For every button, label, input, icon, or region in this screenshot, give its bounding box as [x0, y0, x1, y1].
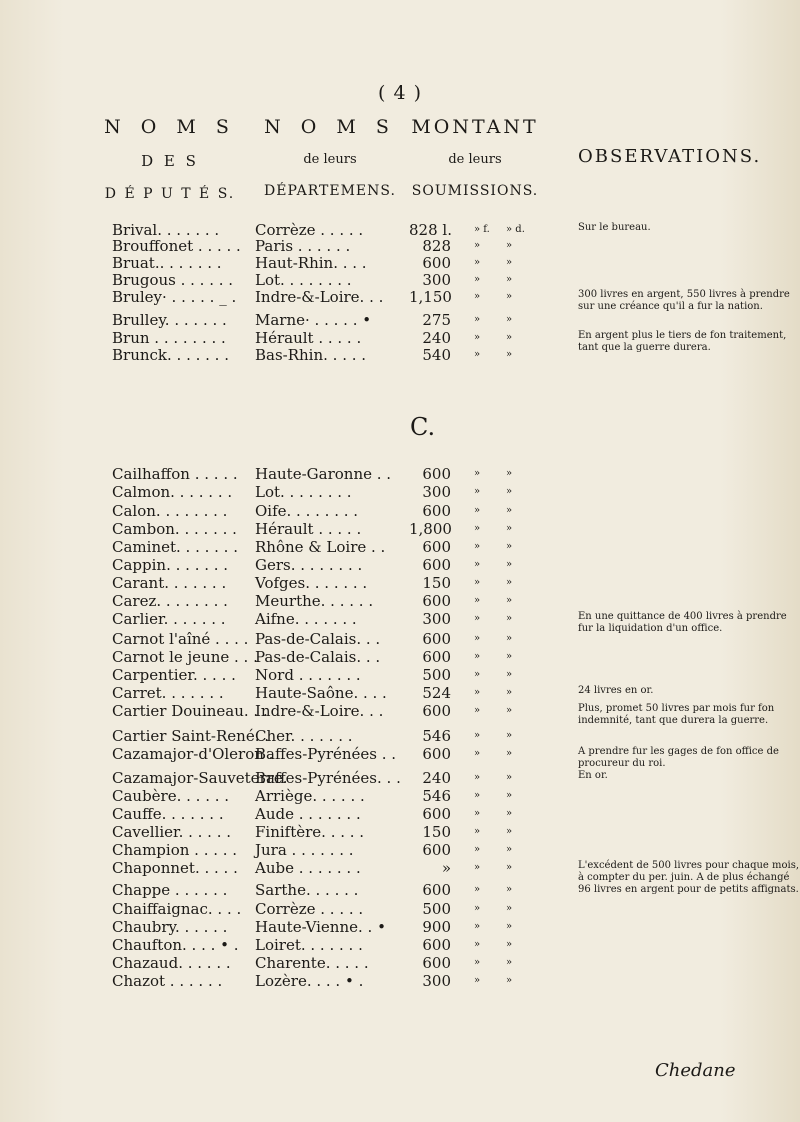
amount-livres: 500: [422, 900, 451, 918]
header-line: MONTANT: [411, 116, 539, 138]
deputy-name: Brunck. . . . . . .: [112, 346, 229, 364]
department-name: Lozère. . . . • .: [255, 972, 364, 990]
amount-deniers: »: [506, 240, 513, 251]
amount-sous: » f.: [474, 224, 490, 235]
deputy-name: Cartier Douineau. . .: [112, 702, 268, 720]
deputy-name: Brun . . . . . . . .: [112, 329, 226, 347]
amount-livres: 600: [422, 254, 451, 272]
amount-livres: 300: [422, 271, 451, 289]
header-line: N O M S: [104, 116, 236, 138]
table-row: [0, 288, 800, 312]
department-name: Finiftère. . . . .: [255, 823, 365, 841]
deputy-name: Carez. . . . . . . .: [112, 592, 228, 610]
amount-sous: »: [474, 505, 481, 516]
table-row: [0, 484, 800, 500]
amount-livres: 1,800: [409, 520, 452, 538]
amount-livres: 1,150: [409, 288, 452, 306]
deputy-name: Cambon. . . . . . .: [112, 520, 237, 538]
amount-deniers: »: [506, 921, 513, 932]
amount-deniers: »: [506, 523, 513, 534]
observation-note: En or.: [578, 770, 608, 781]
department-name: Marne· . . . . . •: [255, 311, 372, 329]
amount-sous: »: [474, 884, 481, 895]
department-name: Bas-Rhin. . . . .: [255, 346, 367, 364]
department-name: Corrèze . . . . .: [255, 221, 364, 239]
observation-note: 24 livres en or.: [578, 685, 654, 696]
table-row: [0, 610, 800, 634]
deputy-name: Cartier Saint-René. .: [112, 727, 270, 745]
table-row: [0, 575, 800, 591]
amount-livres: 300: [422, 972, 451, 990]
deputy-name: Brival. . . . . . .: [112, 221, 220, 239]
deputy-name: Caminet. . . . . . .: [112, 538, 238, 556]
department-name: Aifne. . . . . . .: [255, 610, 357, 628]
amount-deniers: »: [506, 939, 513, 950]
amount-livres: 828 l.: [409, 221, 452, 239]
observation-note: Sur le bureau.: [578, 222, 651, 233]
amount-livres: 600: [422, 954, 451, 972]
section-letter: C.: [410, 413, 436, 441]
amount-livres: 600: [422, 630, 451, 648]
amount-deniers: »: [506, 468, 513, 479]
amount-livres: 600: [422, 648, 451, 666]
amount-sous: »: [474, 523, 481, 534]
table-row: [0, 539, 800, 555]
amount-livres: 600: [422, 502, 451, 520]
amount-sous: »: [474, 790, 481, 801]
amount-sous: »: [474, 808, 481, 819]
table-row: [0, 631, 800, 647]
department-name: Haute-Garonne . .: [255, 465, 392, 483]
department-name: Baffes-Pyrénées. . .: [255, 769, 401, 787]
table-row: [0, 557, 800, 573]
observation-note: En une quittance de 400 livres à prendre fur la liquidation d'un office.: [578, 611, 787, 634]
amount-sous: »: [474, 291, 481, 302]
amount-sous: »: [474, 613, 481, 624]
deputy-name: Cauffe. . . . . . .: [112, 805, 224, 823]
header-col-observations: OBSERVATIONS.: [578, 146, 762, 167]
amount-livres: 150: [422, 823, 451, 841]
table-row: [0, 770, 800, 786]
amount-deniers: »: [506, 486, 513, 497]
table-row: [0, 521, 800, 537]
table-row: [0, 466, 800, 482]
table-row: [0, 255, 800, 271]
table-row: [0, 973, 800, 989]
amount-livres: 600: [422, 592, 451, 610]
department-name: Pas-de-Calais. . .: [255, 648, 381, 666]
amount-sous: »: [474, 577, 481, 588]
amount-sous: »: [474, 903, 481, 914]
amount-livres: 600: [422, 702, 451, 720]
amount-deniers: »: [506, 577, 513, 588]
deputy-name: Cappin. . . . . . .: [112, 556, 229, 574]
department-name: Haute-Saône. . . .: [255, 684, 387, 702]
amount-deniers: »: [506, 844, 513, 855]
table-row: [0, 882, 800, 898]
department-name: Pas-de-Calais. . .: [255, 630, 381, 648]
department-name: Sarthe. . . . . .: [255, 881, 359, 899]
amount-sous: »: [474, 862, 481, 873]
amount-deniers: »: [506, 862, 513, 873]
amount-livres: 600: [422, 538, 451, 556]
observation-note: L'excédent de 500 livres pour chaque mois, à compter du per. juin. A de plus échangé 96 livres en argent pour de petits affignats.: [578, 860, 800, 895]
table-row: [0, 806, 800, 822]
table-row: [0, 842, 800, 858]
table-row: [0, 272, 800, 288]
deputy-name: Brouffonet . . . . .: [112, 237, 241, 255]
header-col-departemens: [250, 116, 410, 199]
department-name: Aube . . . . . . .: [255, 859, 361, 877]
amount-sous: »: [474, 730, 481, 741]
amount-livres: 240: [422, 329, 451, 347]
amount-deniers: »: [506, 808, 513, 819]
table-row: [0, 238, 800, 254]
deputy-name: Chazot . . . . . .: [112, 972, 223, 990]
header-line: de leurs: [448, 152, 502, 167]
amount-deniers: »: [506, 903, 513, 914]
amount-deniers: » d.: [506, 224, 525, 235]
amount-sous: »: [474, 633, 481, 644]
amount-sous: »: [474, 705, 481, 716]
amount-sous: »: [474, 559, 481, 570]
amount-livres: 524: [422, 684, 451, 702]
amount-deniers: »: [506, 257, 513, 268]
amount-deniers: »: [506, 349, 513, 360]
amount-deniers: »: [506, 772, 513, 783]
amount-livres: 600: [422, 841, 451, 859]
observation-note: 300 livres en argent, 550 livres à prendre sur une créance qu'il a fur la nation.: [578, 289, 790, 312]
amount-livres: 828: [422, 237, 451, 255]
amount-livres: 500: [422, 666, 451, 684]
department-name: Hérault . . . . .: [255, 520, 362, 538]
amount-deniers: »: [506, 613, 513, 624]
department-name: Haute-Vienne. . •: [255, 918, 386, 936]
table-row: [0, 222, 800, 238]
deputy-name: Chappe . . . . . .: [112, 881, 228, 899]
department-name: Paris . . . . . .: [255, 237, 351, 255]
amount-deniers: »: [506, 730, 513, 741]
amount-deniers: »: [506, 957, 513, 968]
deputy-name: Cavellier. . . . . .: [112, 823, 232, 841]
department-name: Cher. . . . . . .: [255, 727, 353, 745]
department-name: Indre-&-Loire. . .: [255, 702, 384, 720]
table-row: [0, 312, 800, 328]
amount-deniers: »: [506, 884, 513, 895]
deputy-name: Cazamajor-d'Oleron .: [112, 745, 274, 763]
amount-sous: »: [474, 748, 481, 759]
department-name: Lot. . . . . . . .: [255, 271, 352, 289]
deputy-name: Champion . . . . .: [112, 841, 238, 859]
amount-livres: »: [441, 859, 451, 877]
amount-deniers: »: [506, 687, 513, 698]
observation-note: Plus, promet 50 livres par mois fur fon indemnité, tant que durera la guerre.: [578, 703, 775, 726]
header-line: N O M S: [264, 116, 396, 138]
table-row: [0, 503, 800, 519]
amount-livres: 600: [422, 465, 451, 483]
amount-sous: »: [474, 669, 481, 680]
amount-deniers: »: [506, 595, 513, 606]
amount-sous: »: [474, 651, 481, 662]
table-row: [0, 667, 800, 683]
table-row: [0, 649, 800, 665]
table-row: [0, 728, 800, 744]
amount-deniers: »: [506, 541, 513, 552]
amount-deniers: »: [506, 651, 513, 662]
deputy-name: Calon. . . . . . . .: [112, 502, 228, 520]
amount-livres: 300: [422, 610, 451, 628]
table-row: [0, 955, 800, 971]
amount-livres: 600: [422, 936, 451, 954]
amount-sous: »: [474, 257, 481, 268]
amount-sous: »: [474, 349, 481, 360]
department-name: Jura . . . . . . .: [255, 841, 354, 859]
department-name: Indre-&-Loire. . .: [255, 288, 384, 306]
observation-note: En argent plus le tiers de fon traitement, tant que la guerre durera.: [578, 330, 787, 353]
amount-deniers: »: [506, 332, 513, 343]
amount-sous: »: [474, 314, 481, 325]
amount-deniers: »: [506, 291, 513, 302]
deputy-name: Chazaud. . . . . .: [112, 954, 231, 972]
table-row: [0, 824, 800, 840]
deputy-name: Chaponnet. . . . .: [112, 859, 238, 877]
department-name: Haut-Rhin. . . .: [255, 254, 367, 272]
amount-sous: »: [474, 486, 481, 497]
deputy-name: Carant. . . . . . .: [112, 574, 227, 592]
department-name: Aude . . . . . . .: [255, 805, 361, 823]
amount-livres: 300: [422, 483, 451, 501]
table-row: [0, 329, 800, 353]
amount-livres: 600: [422, 745, 451, 763]
amount-sous: »: [474, 332, 481, 343]
amount-sous: »: [474, 687, 481, 698]
deputy-name: Brugous . . . . . .: [112, 271, 234, 289]
header-line: DÉPARTEMENS.: [264, 183, 396, 199]
amount-sous: »: [474, 541, 481, 552]
amount-sous: »: [474, 957, 481, 968]
department-name: Hérault . . . . .: [255, 329, 362, 347]
deputy-name: Brulley. . . . . . .: [112, 311, 227, 329]
amount-deniers: »: [506, 975, 513, 986]
amount-livres: 546: [422, 787, 451, 805]
deputy-name: Calmon. . . . . . .: [112, 483, 233, 501]
amount-deniers: »: [506, 274, 513, 285]
table-row: [0, 901, 800, 917]
amount-deniers: »: [506, 790, 513, 801]
department-name: Nord . . . . . . .: [255, 666, 361, 684]
observation-note: A prendre fur les gages de fon office de procureur du roi.: [578, 746, 779, 769]
deputy-name: Carnot l'aîné . . . .: [112, 630, 249, 648]
deputy-name: Carpentier. . . . .: [112, 666, 236, 684]
amount-sous: »: [474, 274, 481, 285]
amount-deniers: »: [506, 748, 513, 759]
department-name: Loiret. . . . . . .: [255, 936, 363, 954]
deputy-name: Cailhaffon . . . . .: [112, 465, 238, 483]
page-number: ( 4 ): [378, 82, 422, 104]
amount-livres: 600: [422, 805, 451, 823]
amount-deniers: »: [506, 826, 513, 837]
table-row: [0, 788, 800, 804]
department-name: Charente. . . . .: [255, 954, 369, 972]
signature: Chedane: [655, 1060, 736, 1081]
amount-livres: 275: [422, 311, 451, 329]
table-row: [0, 593, 800, 609]
header-line: D E S: [141, 152, 199, 170]
amount-livres: 900: [422, 918, 451, 936]
amount-sous: »: [474, 826, 481, 837]
deputy-name: Carnot le jeune . . .: [112, 648, 258, 666]
header-col-deputes: [100, 116, 240, 202]
amount-sous: »: [474, 939, 481, 950]
department-name: Gers. . . . . . . .: [255, 556, 363, 574]
deputy-name: Cazamajor-Sauveterre.: [112, 769, 288, 787]
header-line: D É P U T É S.: [104, 186, 236, 202]
table-row: [0, 919, 800, 935]
amount-sous: »: [474, 772, 481, 783]
deputy-name: Chaiffaignac. . . .: [112, 900, 242, 918]
table-row: [0, 702, 800, 726]
deputy-name: Chaubry. . . . . .: [112, 918, 228, 936]
header-line: SOUMISSIONS.: [411, 183, 539, 199]
amount-livres: 540: [422, 346, 451, 364]
amount-livres: 240: [422, 769, 451, 787]
amount-sous: »: [474, 468, 481, 479]
department-name: Oife. . . . . . . .: [255, 502, 359, 520]
table-row: [0, 685, 800, 701]
deputy-name: Caubère. . . . . .: [112, 787, 230, 805]
header-col-montant: [400, 116, 550, 199]
department-name: Corrèze . . . . .: [255, 900, 364, 918]
department-name: Lot. . . . . . . .: [255, 483, 352, 501]
amount-deniers: »: [506, 505, 513, 516]
amount-deniers: »: [506, 705, 513, 716]
deputy-name: Carret. . . . . . .: [112, 684, 224, 702]
amount-livres: 600: [422, 556, 451, 574]
table-row: [0, 745, 800, 769]
table-row: [0, 937, 800, 953]
amount-sous: »: [474, 921, 481, 932]
deputy-name: Bruley· . . . . . _ .: [112, 288, 237, 306]
department-name: Baffes-Pyrénées . .: [255, 745, 397, 763]
amount-deniers: »: [506, 559, 513, 570]
amount-livres: 600: [422, 881, 451, 899]
department-name: Arriège. . . . . .: [255, 787, 365, 805]
amount-deniers: »: [506, 633, 513, 644]
department-name: Meurthe. . . . . .: [255, 592, 374, 610]
amount-sous: »: [474, 595, 481, 606]
amount-livres: 546: [422, 727, 451, 745]
department-name: Vofges. . . . . . .: [255, 574, 368, 592]
deputy-name: Bruat.. . . . . . .: [112, 254, 222, 272]
amount-sous: »: [474, 844, 481, 855]
amount-sous: »: [474, 975, 481, 986]
amount-deniers: »: [506, 669, 513, 680]
amount-sous: »: [474, 240, 481, 251]
header-line: de leurs: [303, 152, 357, 167]
deputy-name: Carlier. . . . . . .: [112, 610, 226, 628]
amount-livres: 150: [422, 574, 451, 592]
amount-deniers: »: [506, 314, 513, 325]
table-row: [0, 347, 800, 363]
department-name: Rhône & Loire . .: [255, 538, 386, 556]
deputy-name: Chaufton. . . . • .: [112, 936, 239, 954]
